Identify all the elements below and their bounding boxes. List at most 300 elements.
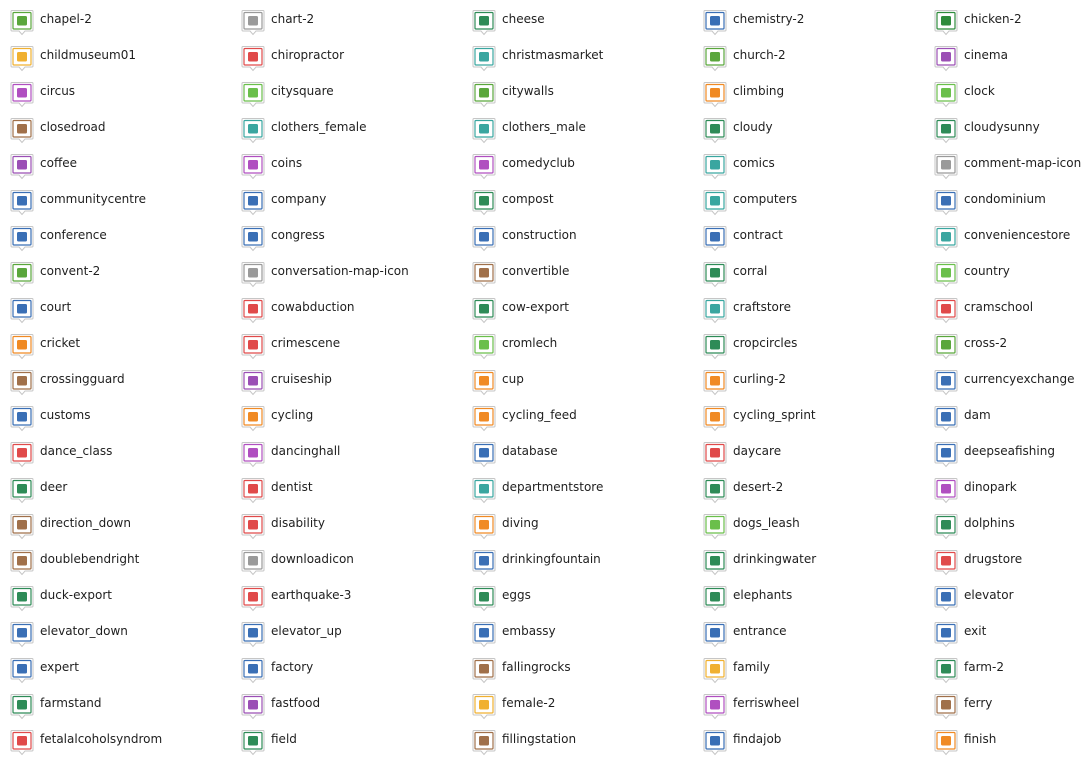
cow-export-icon <box>472 297 496 324</box>
icon-label: earthquake-3 <box>271 588 352 602</box>
cycling-icon <box>241 405 265 432</box>
icon-label: expert <box>40 660 79 674</box>
icon-label: cramschool <box>964 300 1034 314</box>
icon-item-fallingrocks[interactable] <box>462 653 688 681</box>
icon-item-fastfood[interactable] <box>231 689 457 717</box>
icon-label: farmstand <box>40 696 102 710</box>
icon-item-congress[interactable] <box>231 221 457 249</box>
icon-label: duck-export <box>40 588 112 602</box>
icon-item-cross-2[interactable] <box>924 329 1081 357</box>
drinkingwater-icon <box>703 549 727 576</box>
icon-label: crossingguard <box>40 372 125 386</box>
icon-label: elevator_up <box>271 624 342 638</box>
icon-item-dance_class[interactable] <box>0 437 226 465</box>
icon-item-conversation-map-icon[interactable] <box>231 257 457 285</box>
icon-label: fastfood <box>271 696 321 710</box>
icon-label: ferry <box>964 696 993 710</box>
farmstand-icon <box>10 693 34 720</box>
icon-item-doublebendright[interactable] <box>0 545 226 573</box>
icon-label: cruiseship <box>271 372 332 386</box>
cross-2-icon <box>934 333 958 360</box>
cycling-feed-icon <box>472 405 496 432</box>
icon-item-convent-2[interactable] <box>0 257 226 285</box>
icon-item-chart-2[interactable] <box>231 5 457 33</box>
icon-item-cruiseship[interactable] <box>231 365 457 393</box>
icon-item-curling-2[interactable] <box>693 365 919 393</box>
crimescene-icon <box>241 333 265 360</box>
icon-label: factory <box>271 660 314 674</box>
icon-item-deer[interactable] <box>0 473 226 501</box>
icon-label: cowabduction <box>271 300 355 314</box>
icon-label: embassy <box>502 624 556 638</box>
icon-label: dam <box>964 408 991 422</box>
drinkingfountain-icon <box>472 549 496 576</box>
icon-item-field[interactable] <box>231 725 457 753</box>
icon-item-elevator_down[interactable] <box>0 617 226 645</box>
icon-item-chemistry-2[interactable] <box>693 5 919 33</box>
icon-item-entrance[interactable] <box>693 617 919 645</box>
icon-label: farm-2 <box>964 660 1004 674</box>
icon-item-circus[interactable] <box>0 77 226 105</box>
family-icon <box>703 657 727 684</box>
embassy-icon <box>472 621 496 648</box>
icon-label: comment-map-icon <box>964 156 1081 170</box>
icon-label: cycling_sprint <box>733 408 816 422</box>
icon-item-cloudy[interactable] <box>693 113 919 141</box>
icon-label: elephants <box>733 588 793 602</box>
icon-label: diving <box>502 516 539 530</box>
icon-item-departmentstore[interactable] <box>462 473 688 501</box>
icon-item-direction_down[interactable] <box>0 509 226 537</box>
curling-2-icon <box>703 369 727 396</box>
icon-label: exit <box>964 624 987 638</box>
dancinghall-icon <box>241 441 265 468</box>
elevator-icon <box>934 585 958 612</box>
cropcircles-icon <box>703 333 727 360</box>
drugstore-icon <box>934 549 958 576</box>
icon-item-citysquare[interactable] <box>231 77 457 105</box>
deepseafishing-icon <box>934 441 958 468</box>
icon-item-drinkingfountain[interactable] <box>462 545 688 573</box>
icon-label: deer <box>40 480 68 494</box>
elevator-down-icon <box>10 621 34 648</box>
icon-label: dogs_leash <box>733 516 800 530</box>
icon-item-disability[interactable] <box>231 509 457 537</box>
icon-label: cup <box>502 372 524 386</box>
field-icon <box>241 729 265 756</box>
chiropractor-icon <box>241 45 265 72</box>
comment-map-icon-icon <box>934 153 958 180</box>
icon-label: departmentstore <box>502 480 604 494</box>
chart-2-icon <box>241 9 265 36</box>
icon-label: dentist <box>271 480 313 494</box>
finish-icon <box>934 729 958 756</box>
icon-label: coins <box>271 156 303 170</box>
icon-item-clothers_female[interactable] <box>231 113 457 141</box>
convent-2-icon <box>10 261 34 288</box>
icon-label: crimescene <box>271 336 341 350</box>
duck-export-icon <box>10 585 34 612</box>
icon-item-fetalalcoholsyndrom[interactable] <box>0 725 226 753</box>
comics-icon <box>703 153 727 180</box>
icon-item-dancinghall[interactable] <box>231 437 457 465</box>
conversation-map-icon-icon <box>241 261 265 288</box>
icon-item-cloudysunny[interactable] <box>924 113 1081 141</box>
icon-item-clock[interactable] <box>924 77 1081 105</box>
icon-label: cycling_feed <box>502 408 577 422</box>
icon-item-deepseafishing[interactable] <box>924 437 1081 465</box>
icon-label: cloudysunny <box>964 120 1040 134</box>
icon-label: court <box>40 300 72 314</box>
ferry-icon <box>934 693 958 720</box>
icon-label: computers <box>733 192 798 206</box>
icon-item-duck-export[interactable] <box>0 581 226 609</box>
icon-item-cowabduction[interactable] <box>231 293 457 321</box>
icon-item-ferriswheel[interactable] <box>693 689 919 717</box>
icon-label: elevator <box>964 588 1014 602</box>
farm-2-icon <box>934 657 958 684</box>
icon-item-climbing[interactable] <box>693 77 919 105</box>
compost-icon <box>472 189 496 216</box>
cramschool-icon <box>934 297 958 324</box>
ferriswheel-icon <box>703 693 727 720</box>
icon-item-cup[interactable] <box>462 365 688 393</box>
icon-label: chapel-2 <box>40 12 92 26</box>
icon-label: field <box>271 732 297 746</box>
icon-label: cropcircles <box>733 336 798 350</box>
closedroad-icon <box>10 117 34 144</box>
icon-label: curling-2 <box>733 372 786 386</box>
icon-label: christmasmarket <box>502 48 604 62</box>
icon-item-factory[interactable] <box>231 653 457 681</box>
icon-label: doublebendright <box>40 552 140 566</box>
icon-label: cloudy <box>733 120 773 134</box>
icon-item-dentist[interactable] <box>231 473 457 501</box>
icon-label: conveniencestore <box>964 228 1071 242</box>
icon-item-crimescene[interactable] <box>231 329 457 357</box>
female-2-icon <box>472 693 496 720</box>
icon-item-cromlech[interactable] <box>462 329 688 357</box>
icon-label: comedyclub <box>502 156 575 170</box>
icon-item-daycare[interactable] <box>693 437 919 465</box>
icon-label: climbing <box>733 84 785 98</box>
icon-item-exit[interactable] <box>924 617 1081 645</box>
dam-icon <box>934 405 958 432</box>
icon-item-clothers_male[interactable] <box>462 113 688 141</box>
icon-label: compost <box>502 192 554 206</box>
dentist-icon <box>241 477 265 504</box>
icon-label: cycling <box>271 408 314 422</box>
icon-item-childmuseum01[interactable] <box>0 41 226 69</box>
earthquake-3-icon <box>241 585 265 612</box>
icon-item-elephants[interactable] <box>693 581 919 609</box>
icon-label: cheese <box>502 12 545 26</box>
icon-item-company[interactable] <box>231 185 457 213</box>
icon-item-farmstand[interactable] <box>0 689 226 717</box>
condominium-icon <box>934 189 958 216</box>
cloudy-icon <box>703 117 727 144</box>
eggs-icon <box>472 585 496 612</box>
icon-item-eggs[interactable] <box>462 581 688 609</box>
chicken-2-icon <box>934 9 958 36</box>
icon-item-court[interactable] <box>0 293 226 321</box>
icon-label: disability <box>271 516 325 530</box>
icon-label: dolphins <box>964 516 1015 530</box>
cromlech-icon <box>472 333 496 360</box>
icon-item-contract[interactable] <box>693 221 919 249</box>
icon-label: chart-2 <box>271 12 315 26</box>
computers-icon <box>703 189 727 216</box>
cheese-icon <box>472 9 496 36</box>
icon-item-desert-2[interactable] <box>693 473 919 501</box>
conveniencestore-icon <box>934 225 958 252</box>
icon-label: cromlech <box>502 336 558 350</box>
icon-label: coffee <box>40 156 77 170</box>
exit-icon <box>934 621 958 648</box>
icon-item-craftstore[interactable] <box>693 293 919 321</box>
fallingrocks-icon <box>472 657 496 684</box>
citywalls-icon <box>472 81 496 108</box>
icon-label: contract <box>733 228 783 242</box>
convertible-icon <box>472 261 496 288</box>
icon-item-finish[interactable] <box>924 725 1081 753</box>
icon-item-corral[interactable] <box>693 257 919 285</box>
icon-label: communitycentre <box>40 192 147 206</box>
icon-label: elevator_down <box>40 624 128 638</box>
icon-label: conference <box>40 228 107 242</box>
communitycentre-icon <box>10 189 34 216</box>
icon-item-database[interactable] <box>462 437 688 465</box>
icon-item-diving[interactable] <box>462 509 688 537</box>
icon-item-chapel-2[interactable] <box>0 5 226 33</box>
court-icon <box>10 297 34 324</box>
icon-item-dolphins[interactable] <box>924 509 1081 537</box>
icon-label: chiropractor <box>271 48 345 62</box>
icon-label: citysquare <box>271 84 334 98</box>
chemistry-2-icon <box>703 9 727 36</box>
cruiseship-icon <box>241 369 265 396</box>
icon-label: cow-export <box>502 300 569 314</box>
cricket-icon <box>10 333 34 360</box>
citysquare-icon <box>241 81 265 108</box>
dolphins-icon <box>934 513 958 540</box>
icon-item-embassy[interactable] <box>462 617 688 645</box>
icon-item-comedyclub[interactable] <box>462 149 688 177</box>
construction-icon <box>472 225 496 252</box>
icon-label: circus <box>40 84 76 98</box>
icon-item-fillingstation[interactable] <box>462 725 688 753</box>
cloudysunny-icon <box>934 117 958 144</box>
icon-item-farm-2[interactable] <box>924 653 1081 681</box>
downloadicon-icon <box>241 549 265 576</box>
circus-icon <box>10 81 34 108</box>
elephants-icon <box>703 585 727 612</box>
icon-item-coffee[interactable] <box>0 149 226 177</box>
icon-item-family[interactable] <box>693 653 919 681</box>
icon-item-earthquake-3[interactable] <box>231 581 457 609</box>
icon-item-crossingguard[interactable] <box>0 365 226 393</box>
icon-item-condominium[interactable] <box>924 185 1081 213</box>
icon-item-dam[interactable] <box>924 401 1081 429</box>
icon-label: condominium <box>964 192 1046 206</box>
icon-item-church-2[interactable] <box>693 41 919 69</box>
icon-label: childmuseum01 <box>40 48 136 62</box>
contract-icon <box>703 225 727 252</box>
icon-label: drinkingwater <box>733 552 817 566</box>
icon-label: drinkingfountain <box>502 552 601 566</box>
climbing-icon <box>703 81 727 108</box>
factory-icon <box>241 657 265 684</box>
country-icon <box>934 261 958 288</box>
icon-label: chemistry-2 <box>733 12 805 26</box>
icon-label: conversation-map-icon <box>271 264 409 278</box>
clock-icon <box>934 81 958 108</box>
customs-icon <box>10 405 34 432</box>
corral-icon <box>703 261 727 288</box>
icon-item-cycling[interactable] <box>231 401 457 429</box>
fastfood-icon <box>241 693 265 720</box>
icon-label: database <box>502 444 558 458</box>
icon-item-chiropractor[interactable] <box>231 41 457 69</box>
icon-item-cropcircles[interactable] <box>693 329 919 357</box>
coins-icon <box>241 153 265 180</box>
doublebendright-icon <box>10 549 34 576</box>
icon-item-dogs_leash[interactable] <box>693 509 919 537</box>
icon-item-cycling_sprint[interactable] <box>693 401 919 429</box>
icon-item-comment-map-icon[interactable] <box>924 149 1081 177</box>
icon-label: fetalalcoholsyndrom <box>40 732 163 746</box>
icon-label: finish <box>964 732 997 746</box>
icon-label: congress <box>271 228 325 242</box>
icon-label: country <box>964 264 1010 278</box>
icon-item-elevator[interactable] <box>924 581 1081 609</box>
icon-item-cramschool[interactable] <box>924 293 1081 321</box>
icon-label: cricket <box>40 336 81 350</box>
icon-item-computers[interactable] <box>693 185 919 213</box>
icon-item-female-2[interactable] <box>462 689 688 717</box>
icon-label: clothers_male <box>502 120 586 134</box>
icon-item-cheese[interactable] <box>462 5 688 33</box>
icon-item-findajob[interactable] <box>693 725 919 753</box>
conference-icon <box>10 225 34 252</box>
icon-label: customs <box>40 408 91 422</box>
icon-label: direction_down <box>40 516 131 530</box>
cycling-sprint-icon <box>703 405 727 432</box>
icon-label: cinema <box>964 48 1008 62</box>
icon-label: dinopark <box>964 480 1017 494</box>
direction-down-icon <box>10 513 34 540</box>
icon-item-compost[interactable] <box>462 185 688 213</box>
icon-label: entrance <box>733 624 787 638</box>
icon-item-christmasmarket[interactable] <box>462 41 688 69</box>
icon-item-cricket[interactable] <box>0 329 226 357</box>
icon-label: construction <box>502 228 577 242</box>
icon-label: ferriswheel <box>733 696 800 710</box>
icon-item-coins[interactable] <box>231 149 457 177</box>
icon-label: convent-2 <box>40 264 101 278</box>
icon-item-comics[interactable] <box>693 149 919 177</box>
icon-item-expert[interactable] <box>0 653 226 681</box>
childmuseum01-icon <box>10 45 34 72</box>
icon-label: female-2 <box>502 696 556 710</box>
cup-icon <box>472 369 496 396</box>
icon-label: daycare <box>733 444 782 458</box>
icon-label: clothers_female <box>271 120 367 134</box>
icon-item-currencyexchange[interactable] <box>924 365 1081 393</box>
cowabduction-icon <box>241 297 265 324</box>
icon-label: craftstore <box>733 300 791 314</box>
icon-label: citywalls <box>502 84 554 98</box>
dogs-leash-icon <box>703 513 727 540</box>
christmasmarket-icon <box>472 45 496 72</box>
church-2-icon <box>703 45 727 72</box>
icon-label: downloadicon <box>271 552 354 566</box>
expert-icon <box>10 657 34 684</box>
chapel-2-icon <box>10 9 34 36</box>
icon-item-conference[interactable] <box>0 221 226 249</box>
icon-item-chicken-2[interactable] <box>924 5 1081 33</box>
findajob-icon <box>703 729 727 756</box>
dinopark-icon <box>934 477 958 504</box>
currencyexchange-icon <box>934 369 958 396</box>
icon-item-communitycentre[interactable] <box>0 185 226 213</box>
icon-item-cycling_feed[interactable] <box>462 401 688 429</box>
icon-label: closedroad <box>40 120 106 134</box>
crossingguard-icon <box>10 369 34 396</box>
icon-item-country[interactable] <box>924 257 1081 285</box>
fetalalcoholsyndrom-icon <box>10 729 34 756</box>
database-icon <box>472 441 496 468</box>
icon-item-drugstore[interactable] <box>924 545 1081 573</box>
comedyclub-icon <box>472 153 496 180</box>
icon-item-drinkingwater[interactable] <box>693 545 919 573</box>
icon-label: currencyexchange <box>964 372 1075 386</box>
daycare-icon <box>703 441 727 468</box>
craftstore-icon <box>703 297 727 324</box>
icon-label: chicken-2 <box>964 12 1022 26</box>
icon-label: fillingstation <box>502 732 577 746</box>
icon-label: desert-2 <box>733 480 784 494</box>
icon-item-downloadicon[interactable] <box>231 545 457 573</box>
icon-label: deepseafishing <box>964 444 1055 458</box>
icon-label: clock <box>964 84 995 98</box>
icon-label: drugstore <box>964 552 1023 566</box>
icon-item-elevator_up[interactable] <box>231 617 457 645</box>
clothers-female-icon <box>241 117 265 144</box>
icon-item-dinopark[interactable] <box>924 473 1081 501</box>
dance-class-icon <box>10 441 34 468</box>
icon-item-conveniencestore[interactable] <box>924 221 1081 249</box>
icon-item-customs[interactable] <box>0 401 226 429</box>
icon-label: company <box>271 192 327 206</box>
elevator-up-icon <box>241 621 265 648</box>
icon-item-citywalls[interactable] <box>462 77 688 105</box>
icon-item-cinema[interactable] <box>924 41 1081 69</box>
congress-icon <box>241 225 265 252</box>
desert-2-icon <box>703 477 727 504</box>
icon-label: convertible <box>502 264 570 278</box>
icon-item-closedroad[interactable] <box>0 113 226 141</box>
icon-item-convertible[interactable] <box>462 257 688 285</box>
icon-item-cow-export[interactable] <box>462 293 688 321</box>
icon-item-construction[interactable] <box>462 221 688 249</box>
icon-item-ferry[interactable] <box>924 689 1081 717</box>
departmentstore-icon <box>472 477 496 504</box>
deer-icon <box>10 477 34 504</box>
icon-label: corral <box>733 264 768 278</box>
company-icon <box>241 189 265 216</box>
icon-label: eggs <box>502 588 531 602</box>
